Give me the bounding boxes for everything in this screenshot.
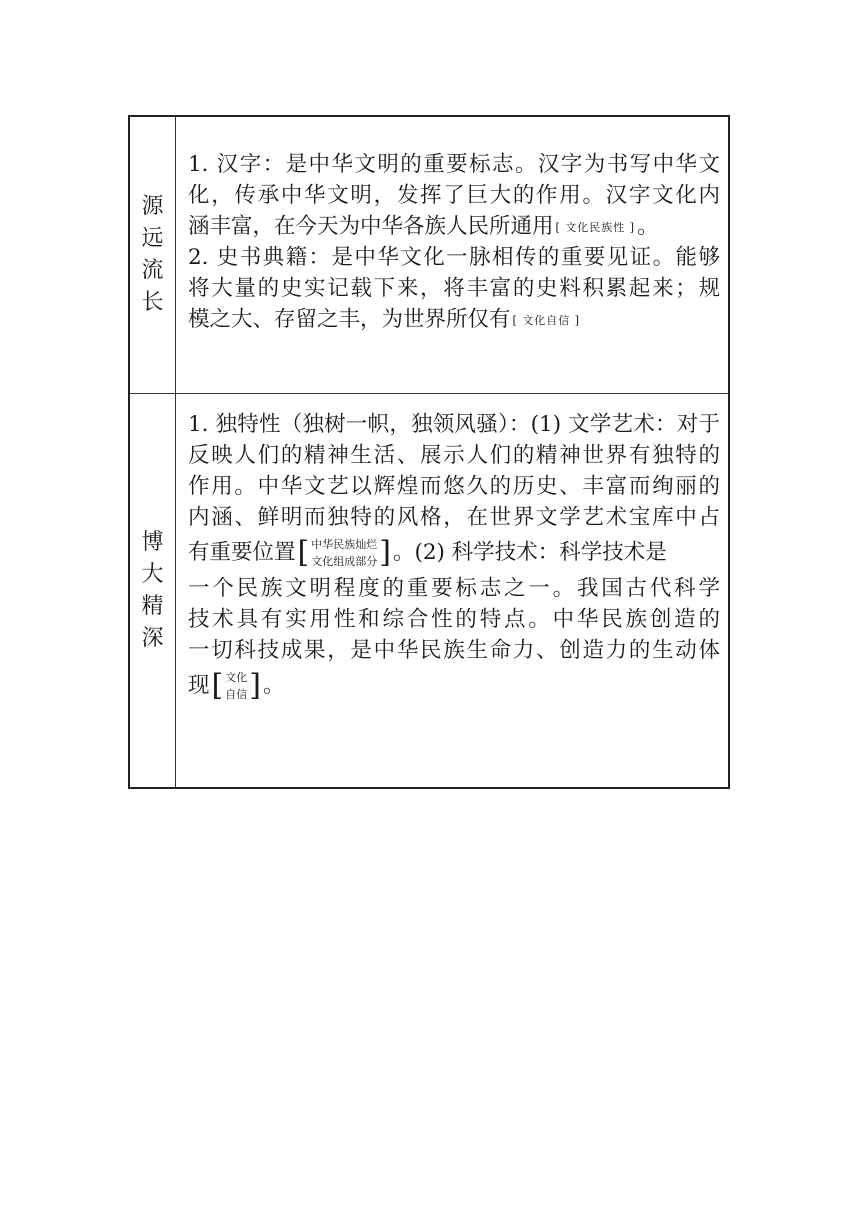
- bracket-note-text: 文化民族性: [565, 221, 626, 234]
- text-segment: 现: [188, 673, 210, 698]
- text-line: 将大量的史实记载下来，将丰富的史料积累起来；规: [188, 276, 720, 301]
- row-label: [130, 394, 176, 787]
- text-line: 一切科技成果，是中华民族生命力、创造力的生动体: [188, 638, 720, 663]
- content-table: [128, 115, 730, 789]
- label-char: 源: [141, 194, 164, 219]
- label-char: 大: [141, 561, 164, 587]
- text-segment: 涵丰富，在今天为中华各族人民所通用: [188, 214, 554, 239]
- text-segment: 。: [262, 673, 285, 698]
- text-line: [188, 533, 720, 573]
- bracket-note-text: 文化: [225, 671, 248, 684]
- text-line: [188, 666, 720, 706]
- text-segment: 模之大、存留之丰，为世界所仅有: [188, 307, 511, 332]
- label-char: 博: [141, 529, 164, 555]
- text-line: 作用。中华文艺以辉煌而悠久的历史、丰富而绚丽的: [188, 474, 720, 499]
- text-line: 化，传承中华文明，发挥了巨大的作用。汉字文化内: [188, 183, 720, 208]
- text-line: [188, 211, 720, 242]
- row-content: [188, 409, 720, 706]
- label-char: 流: [141, 258, 164, 283]
- bracket-note-text: 自信: [225, 688, 248, 701]
- label-char: 精: [141, 593, 164, 619]
- bracket-note-stacked: [ 中华民族灿烂 文化组成部分 ]: [297, 535, 391, 570]
- text-line: 一个民族文明程度的重要标志之一。我国古代科学: [188, 576, 720, 601]
- label-char: 长: [141, 290, 164, 315]
- bracket-note-text: 文化自信: [522, 314, 571, 327]
- bracket-note: [ 文化自信 ]: [512, 314, 581, 327]
- text-line: 1. 独特性（独树一帜，独领风骚）：(1) 文学艺术：对于: [188, 412, 720, 437]
- text-line: 1. 汉字：是中华文明的重要标志。汉字为书写中华文: [188, 152, 720, 177]
- row-content: [188, 149, 720, 335]
- row-label: [130, 117, 176, 393]
- text-line: [188, 304, 720, 335]
- text-segment: 有重要位置: [188, 540, 296, 565]
- bracket-note-text: 中华民族灿烂: [311, 538, 378, 551]
- text-segment: 。(2) 科学技术：科学技术是: [392, 540, 667, 565]
- bracket-note-text: 文化组成部分: [311, 555, 378, 568]
- label-char: 深: [141, 625, 164, 651]
- bracket-note: [ 文化民族性 ]: [555, 221, 636, 234]
- table-row: [130, 117, 728, 394]
- bracket-note-stacked: [ 文化 自信 ]: [211, 668, 261, 703]
- label-char: 远: [141, 226, 164, 251]
- text-line: 技术具有实用性和综合性的特点。中华民族创造的: [188, 607, 720, 632]
- table-row: [130, 394, 728, 787]
- text-line: 2. 史书典籍：是中华文化一脉相传的重要见证。能够: [188, 245, 720, 270]
- text-segment: 。: [637, 214, 659, 239]
- text-line: 内涵、鲜明而独特的风格，在世界文学艺术宝库中占: [188, 505, 720, 530]
- text-line: 反映人们的精神生活、展示人们的精神世界有独特的: [188, 443, 720, 468]
